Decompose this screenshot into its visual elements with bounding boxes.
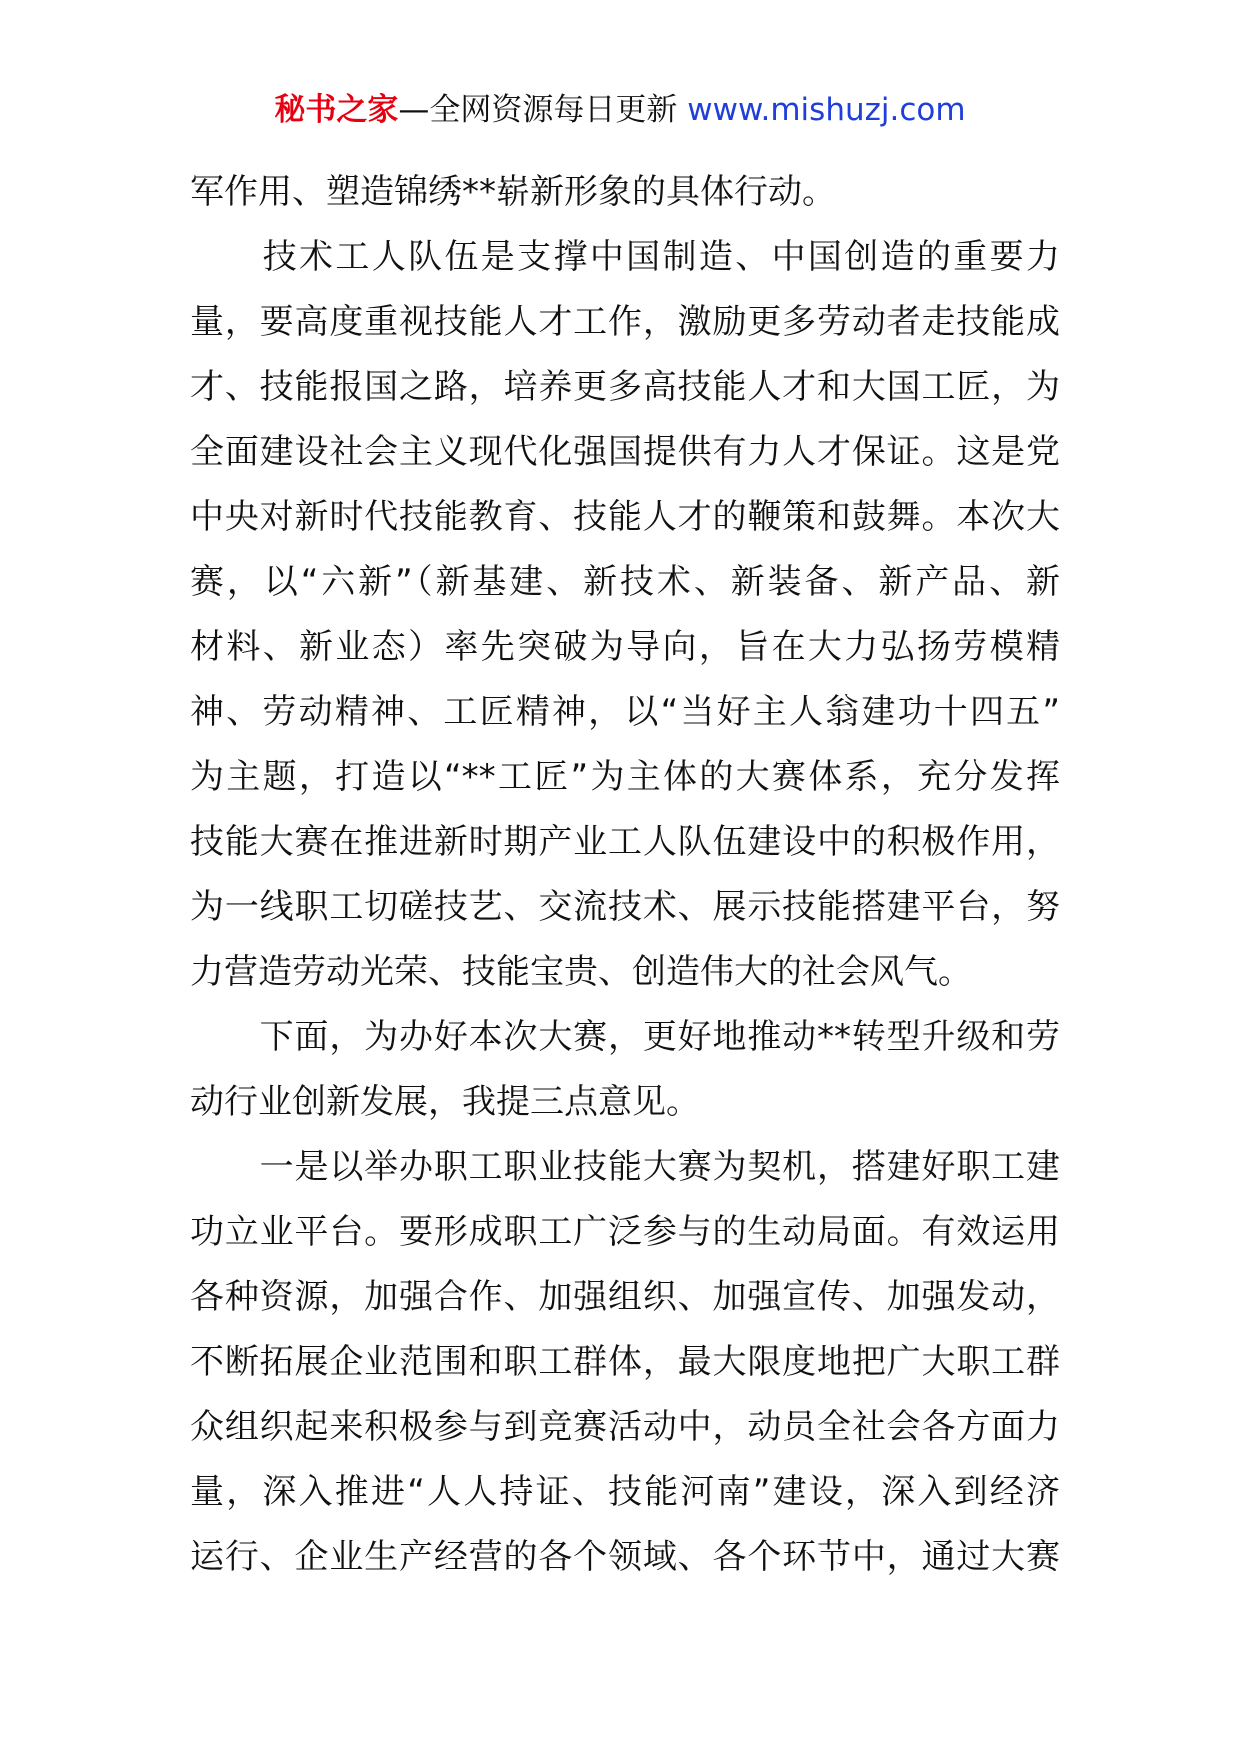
text-line: 量，要高度重视技能人才工作，激励更多劳动者走技能成 <box>190 302 1060 342</box>
document-body <box>190 160 1060 1590</box>
text-line: 神、劳动精神、工匠精神，以“当好主人翁建功十四五” <box>190 692 1060 732</box>
brand-name: 秘书之家 <box>274 92 399 128</box>
text-line: 材料、新业态）率先突破为导向，旨在大力弘扬劳模精 <box>190 627 1060 667</box>
text-line: 不断拓展企业范围和职工群体，最大限度地把广大职工群 <box>190 1342 1060 1382</box>
site-url-link[interactable]: www.mishuzj.com <box>687 92 966 128</box>
text-line: 下面，为办好本次大赛，更好地推动**转型升级和劳 <box>190 1017 1060 1057</box>
text-line: 赛，以“六新”（新基建、新技术、新装备、新产品、新 <box>190 562 1060 602</box>
text-line: 技能大赛在推进新时期产业工人队伍建设中的积极作用， <box>190 822 1060 862</box>
paragraph <box>190 225 1060 1005</box>
text-line: 各种资源，加强合作、加强组织、加强宣传、加强发动， <box>190 1277 1060 1317</box>
text-line: 中央对新时代技能教育、技能人才的鞭策和鼓舞。本次大 <box>190 497 1060 537</box>
text-line: 军作用、塑造锦绣**崭新形象的具体行动。 <box>190 172 836 212</box>
text-line: 运行、企业生产经营的各个领域、各个环节中，通过大赛 <box>190 1537 1060 1577</box>
paragraph <box>190 1135 1060 1590</box>
text-line: 为一线职工切磋技艺、交流技术、展示技能搭建平台，努 <box>190 887 1060 927</box>
text-line: 为主题，打造以“**工匠”为主体的大赛体系，充分发挥 <box>190 757 1060 797</box>
text-line: 全面建设社会主义现代化强国提供有力人才保证。这是党 <box>190 432 1060 472</box>
text-line: 力营造劳动光荣、技能宝贵、创造伟大的社会风气。 <box>190 952 972 992</box>
page-header <box>0 88 1240 132</box>
text-line: 动行业创新发展，我提三点意见。 <box>190 1082 700 1122</box>
text-line: 才、技能报国之路，培养更多高技能人才和大国工匠，为 <box>190 367 1060 407</box>
text-line: 功立业平台。要形成职工广泛参与的生动局面。有效运用 <box>190 1212 1060 1252</box>
paragraph <box>190 1005 1060 1135</box>
text-line: 技术工人队伍是支撑中国制造、中国创造的重要力 <box>190 237 1060 277</box>
paragraph <box>190 160 1060 225</box>
text-line: 一是以举办职工职业技能大赛为契机，搭建好职工建 <box>190 1147 1060 1187</box>
text-line: 量，深入推进“人人持证、技能河南”建设，深入到经济 <box>190 1472 1060 1512</box>
header-tagline: —全网资源每日更新 <box>398 92 678 128</box>
text-line: 众组织起来积极参与到竞赛活动中，动员全社会各方面力 <box>190 1407 1060 1447</box>
